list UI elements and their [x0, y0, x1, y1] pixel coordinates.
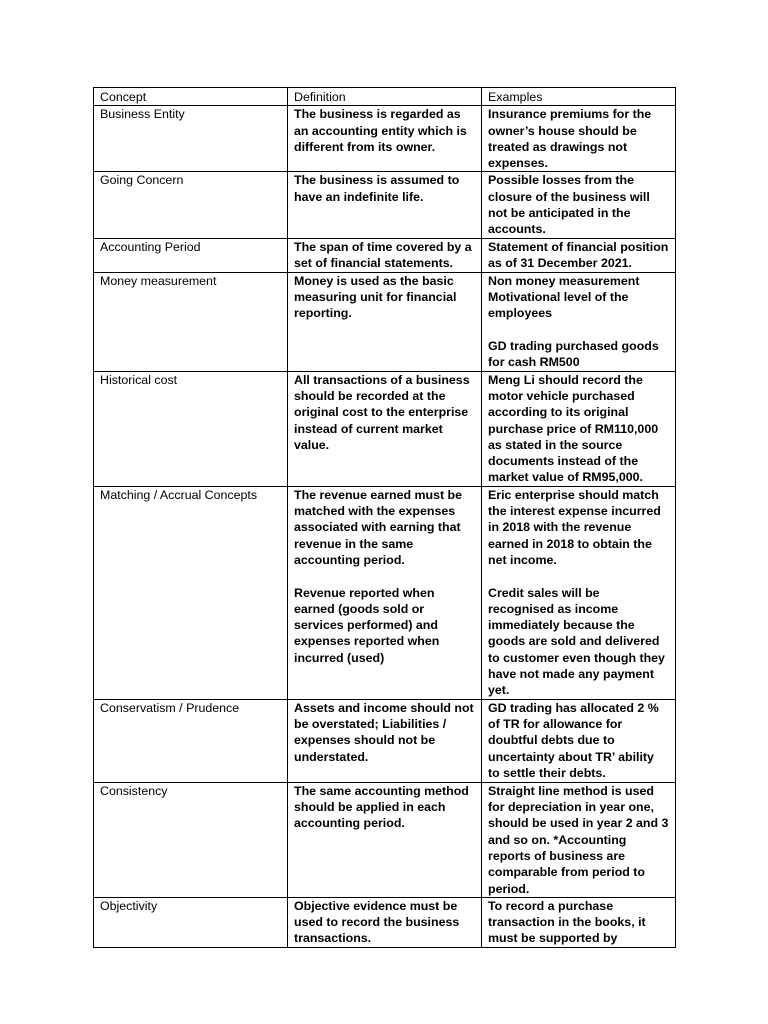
table-row — [94, 699, 676, 782]
accounting-concepts-table — [93, 87, 676, 948]
concept-cell: Objectivity — [94, 897, 288, 947]
definition-cell: The revenue earned must be matched with the expenses associated with earning that revenue in the same accounting period. Revenue reported when earned (goods sold or services performed) and expenses reported when incurred (used) — [288, 486, 482, 699]
example-cell: To record a purchase transaction in the books, it must be supported by — [482, 897, 676, 947]
example-cell: GD trading has allocated 2 % of TR for allowance for doubtful debts due to uncertainty about TR’ ability to settle their debts. — [482, 699, 676, 782]
definition-cell: The span of time covered by a set of financial statements. — [288, 238, 482, 272]
concept-cell: Accounting Period — [94, 238, 288, 272]
definition-cell: The business is assumed to have an indefinite life. — [288, 172, 482, 238]
concept-cell: Matching / Accrual Concepts — [94, 486, 288, 699]
example-cell: Eric enterprise should match the interest expense incurred in 2018 with the revenue earned in 2018 to obtain the net income. Credit sales will be recognised as income immediately because the goods are sold and delivered to customer even though they have not made any payment yet. — [482, 486, 676, 699]
example-cell: Non money measurement Motivational level of the employees GD trading purchased goods for cash RM500 — [482, 272, 676, 371]
table-row — [94, 272, 676, 371]
example-cell: Meng Li should record the motor vehicle purchased according to its original purchase price of RM110,000 as stated in the source documents instead of the market value of RM95,000. — [482, 371, 676, 486]
table-row — [94, 371, 676, 486]
concept-cell: Consistency — [94, 782, 288, 897]
concept-cell: Money measurement — [94, 272, 288, 371]
example-cell: Statement of financial position as of 31 December 2021. — [482, 238, 676, 272]
definition-cell: Objective evidence must be used to record the business transactions. — [288, 897, 482, 947]
table-row — [94, 172, 676, 238]
example-cell: Straight line method is used for depreciation in year one, should be used in year 2 and 3 and so on. *Accounting reports of business are comparable from period to period. — [482, 782, 676, 897]
concept-cell: Business Entity — [94, 106, 288, 172]
table-row — [94, 782, 676, 897]
header-concept: Concept — [94, 88, 288, 106]
definition-cell: All transactions of a business should be recorded at the original cost to the enterprise instead of current market value. — [288, 371, 482, 486]
definition-cell: The business is regarded as an accounting entity which is different from its owner. — [288, 106, 482, 172]
concept-cell: Historical cost — [94, 371, 288, 486]
concept-cell: Conservatism / Prudence — [94, 699, 288, 782]
table-row — [94, 897, 676, 947]
table-row — [94, 238, 676, 272]
header-examples: Examples — [482, 88, 676, 106]
definition-cell: Assets and income should not be overstated; Liabilities / expenses should not be understated. — [288, 699, 482, 782]
example-cell: Insurance premiums for the owner’s house should be treated as drawings not expenses. — [482, 106, 676, 172]
header-definition: Definition — [288, 88, 482, 106]
definition-cell: Money is used as the basic measuring unit for financial reporting. — [288, 272, 482, 371]
table-header-row — [94, 88, 676, 106]
example-cell: Possible losses from the closure of the business will not be anticipated in the accounts. — [482, 172, 676, 238]
concept-cell: Going Concern — [94, 172, 288, 238]
table-row — [94, 106, 676, 172]
definition-cell: The same accounting method should be applied in each accounting period. — [288, 782, 482, 897]
table-row — [94, 486, 676, 699]
